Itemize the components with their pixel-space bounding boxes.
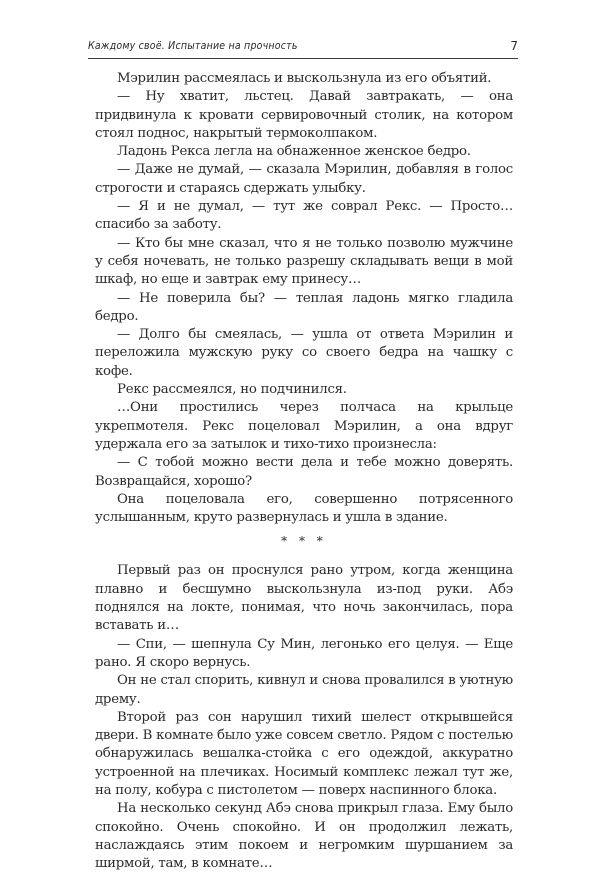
paragraph: — Я и не думал, — тут же соврал Рекс. — Просто… спасибо за заботу. [95,199,513,233]
paragraph: — Даже не думай, — сказала Мэрилин, добавляя в голос строгости и стараясь сдержать улыбку. [95,162,513,196]
paragraph: На несколько секунд Абэ снова прикрыл глаза. Ему было спокойно. Очень спокойно. И он продолжил лежать, наслаждаясь этим покоем и негромким шуршанием за ширмой, там, в комнате… [95,801,513,872]
paragraph: Она поцеловала его, совершенно потрясенного услышанным, круто развернулась и ушла в здание. [95,491,513,526]
paragraph: Мэрилин рассмеялась и выскользнула из его объятий. [117,71,492,86]
paragraph: — Спи, — шепнула Су Мин, легонько его целуя. — Еще рано. Я скоро вернусь. [95,636,513,670]
paragraph: — Не поверила бы? — теплая ладонь мягко гладила бедро. [95,290,513,324]
paragraph: Рекс рассмеялся, но подчинился. [117,382,347,398]
paragraph: …Они простились через полчаса на крыльце укрепмотеля. Рекс поцеловал Мэрилин, а она вдруг удержала его за затылок и тихо-тихо произнесла: [95,400,513,452]
paragraph: Ладонь Рекса легла на обнаженное женское бедро. [117,144,471,160]
paragraph: — Долго бы смеялась, — ушла от ответа Мэрилин и переложила мужскую руку со своего бедра на чашку с кофе. [95,327,513,379]
running-title: Каждому своё. Испытание на прочность [88,40,298,52]
paragraph: — Кто бы мне сказал, что я не только позволю мужчине у себя ночевать, не только разрешу складывать вещи в мой шкаф, но еще и завтрак ему принесу… [95,235,513,288]
page-number: 7 [510,39,518,53]
paragraph: Он не стал спорить, кивнул и снова провалился в уютную дрему. [95,673,513,707]
paragraph: Второй раз сон нарушил тихий шелест открывшейся двери. В комнате было уже совсем светло. Рядом с постелью обнаружилась вешалка-стойка с его одеждой, аккуратно устроенной на плечиках. Носимый комплекс лежал тут же, на полу, кобура с пистолетом — поверх наспинного блока. [95,709,513,798]
running-head [88,40,518,59]
paragraph: Первый раз он проснулся рано утром, когда женщина плавно и бесшумно выскользнула из-под руки. Абэ поднялся на локте, понимая, что ночь закончилась, пора вставать и… [95,563,513,634]
section-separator: * * * [281,534,327,549]
paragraph: — Ну хватит, льстец. Давай завтракать, — она придвинула к кровати сервировочный столик, на котором стоял поднос, накрытый термоколпаком. [95,89,513,141]
paragraph: — С тобой можно вести дела и тебе можно доверять. Возвращайся, хорошо? [95,455,513,489]
body-text [95,70,513,873]
